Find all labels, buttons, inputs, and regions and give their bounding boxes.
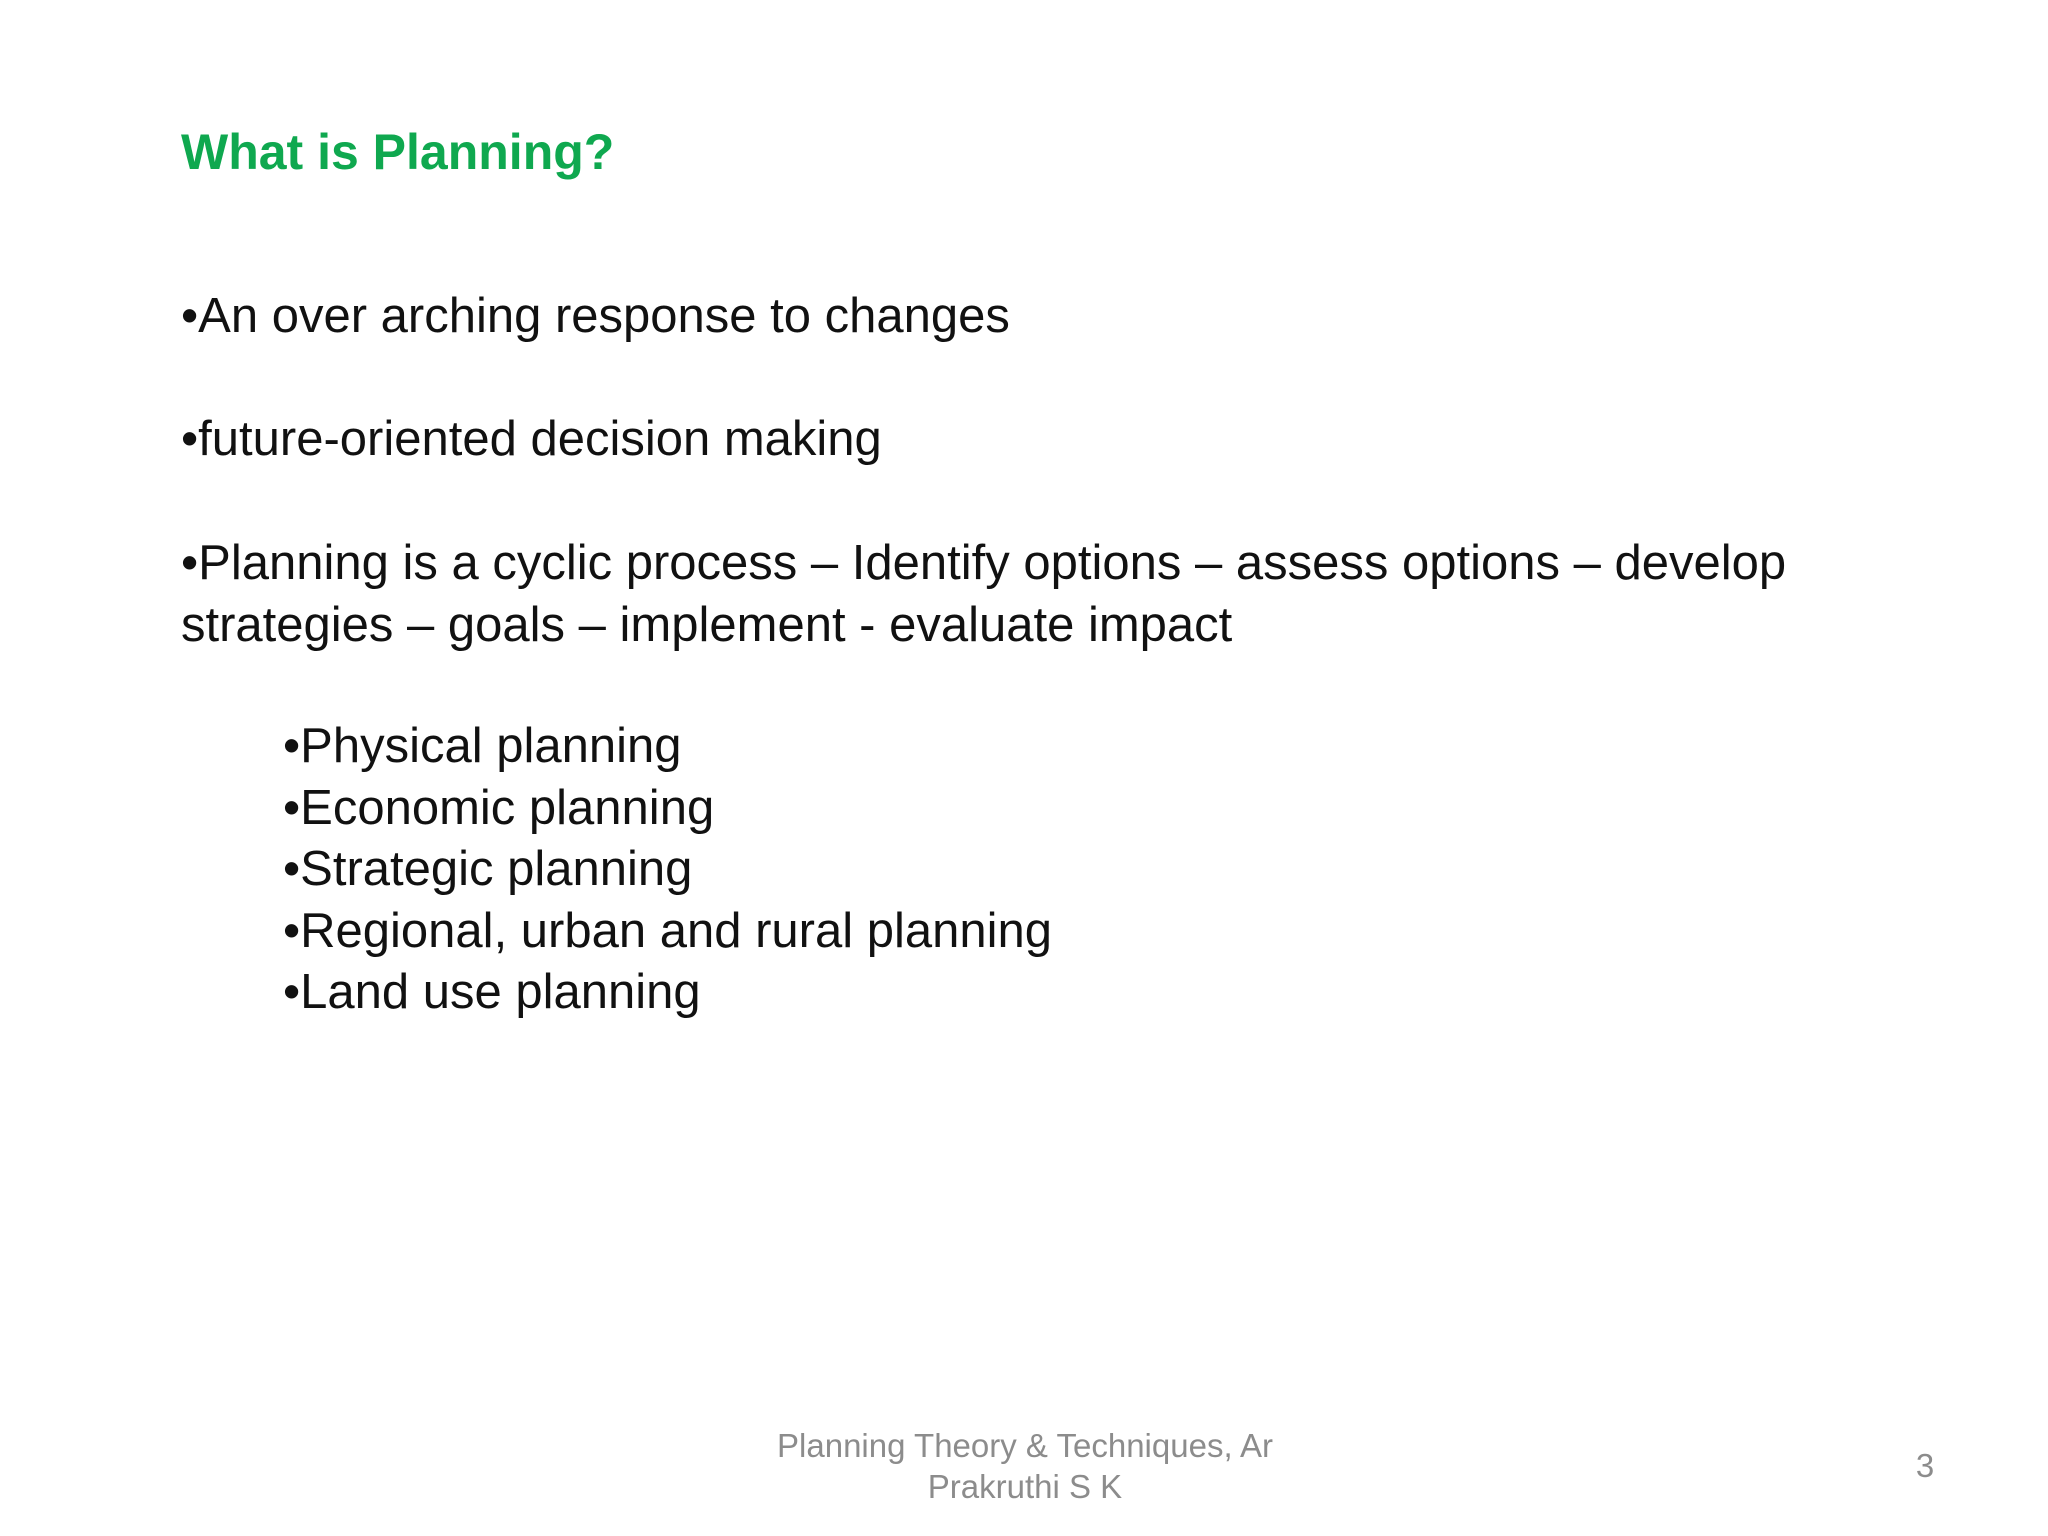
bullet-item: •Planning is a cyclic process – Identify options – assess options – develop strategies – goals – implement - evaluate impact xyxy=(181,536,1787,652)
page-number: 3 xyxy=(1915,1447,1935,1484)
planning-types-list xyxy=(283,716,1052,1024)
bullet-item: •future-oriented decision making xyxy=(181,412,882,466)
sub-bullet-item: •Physical planning xyxy=(283,719,682,773)
sub-bullet-item: •Strategic planning xyxy=(283,842,693,896)
bullet-item: •An over arching response to changes xyxy=(181,289,1010,343)
sub-bullet-item: •Land use planning xyxy=(283,965,701,1019)
sub-bullet-item: •Economic planning xyxy=(283,780,715,835)
slide-title: What is Planning? xyxy=(181,124,615,180)
sub-bullet-item: •Regional, urban and rural planning xyxy=(283,903,1053,958)
slide-footer: Planning Theory & Techniques, Ar Prakruthi S K xyxy=(777,1427,1273,1505)
